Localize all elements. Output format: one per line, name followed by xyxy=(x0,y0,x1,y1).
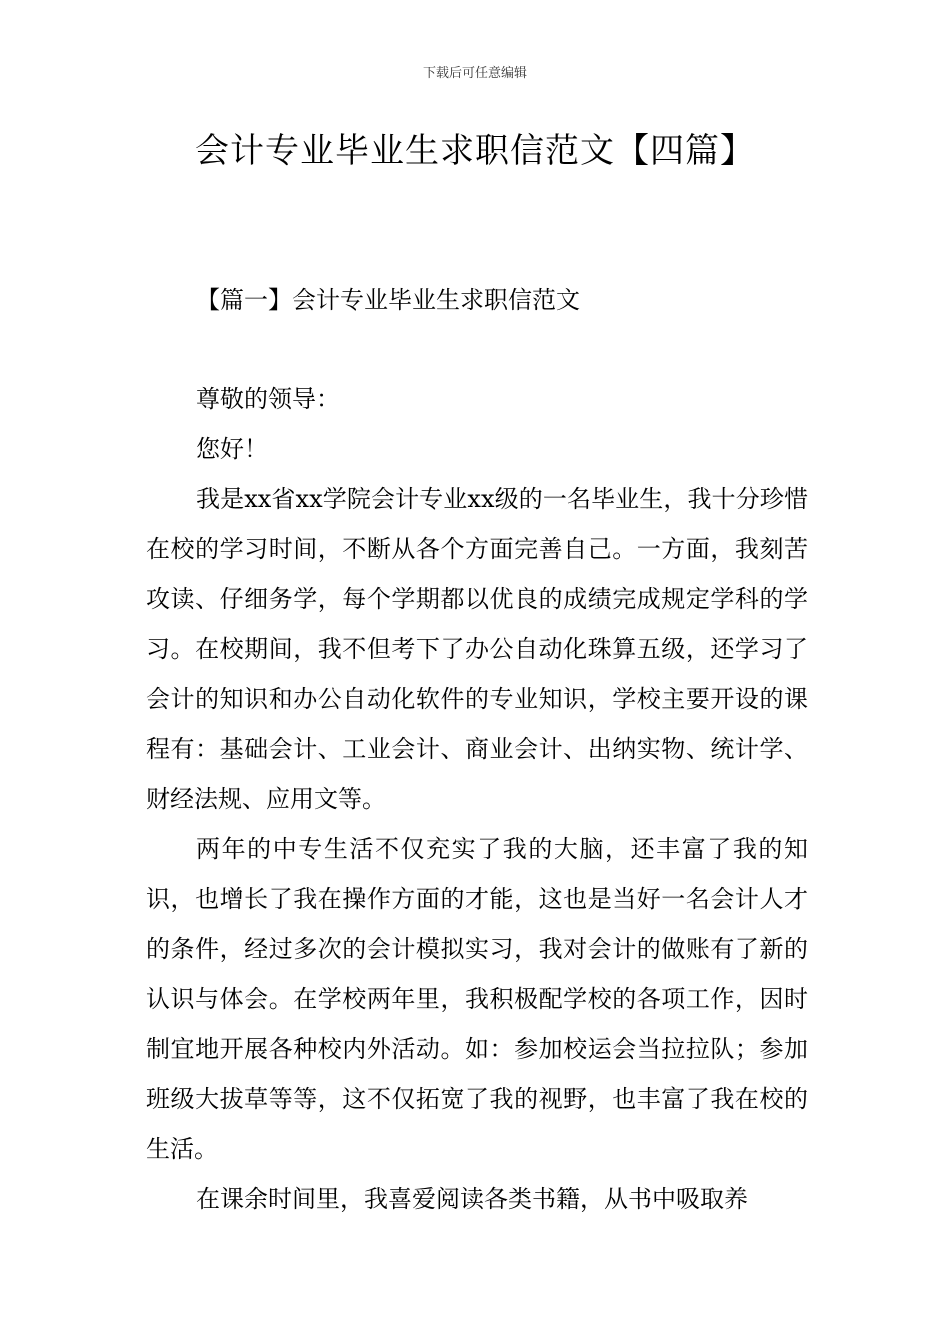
letter-body xyxy=(146,474,808,1224)
greeting: 您好！ xyxy=(196,435,268,463)
section-heading: 【篇一】会计专业毕业生求职信范文 xyxy=(196,286,580,314)
letter-opening xyxy=(196,374,796,474)
body-paragraph: 在课余时间里，我喜爱阅读各类书籍，从书中吸取养 xyxy=(196,1185,748,1213)
document-title: 会计专业毕业生求职信范文【四篇】 xyxy=(195,131,755,171)
body-paragraph: 我是xx省xx学院会计专业xx级的一名毕业生，我十分珍惜在校的学习时间，不断从各个方面完善自己。一方面，我刻苦攻读、仔细务学，每个学期都以优良的成绩完成规定学科的学习。在校期间，我不但考下了办公自动化珠算五级，还学习了会计的知识和办公自动化软件的专业知识，学校主要开设的课程有：基础会计、工业会计、商业会计、出纳实物、统计学、财经法规、应用文等。 xyxy=(146,485,808,813)
salutation: 尊敬的领导： xyxy=(196,385,340,413)
download-note: 下载后可任意编辑 xyxy=(422,66,527,81)
body-paragraph: 两年的中专生活不仅充实了我的大脑，还丰富了我的知识，也增长了我在操作方面的才能，这也是当好一名会计人才的条件，经过多次的会计模拟实习，我对会计的做账有了新的认识与体会。在学校两年里，我积极配学校的各项工作，因时制宜地开展各种校内外活动。如：参加校运会当拉拉队；参加班级大拔草等等，这不仅拓宽了我的视野，也丰富了我在校的生活。 xyxy=(146,835,808,1163)
